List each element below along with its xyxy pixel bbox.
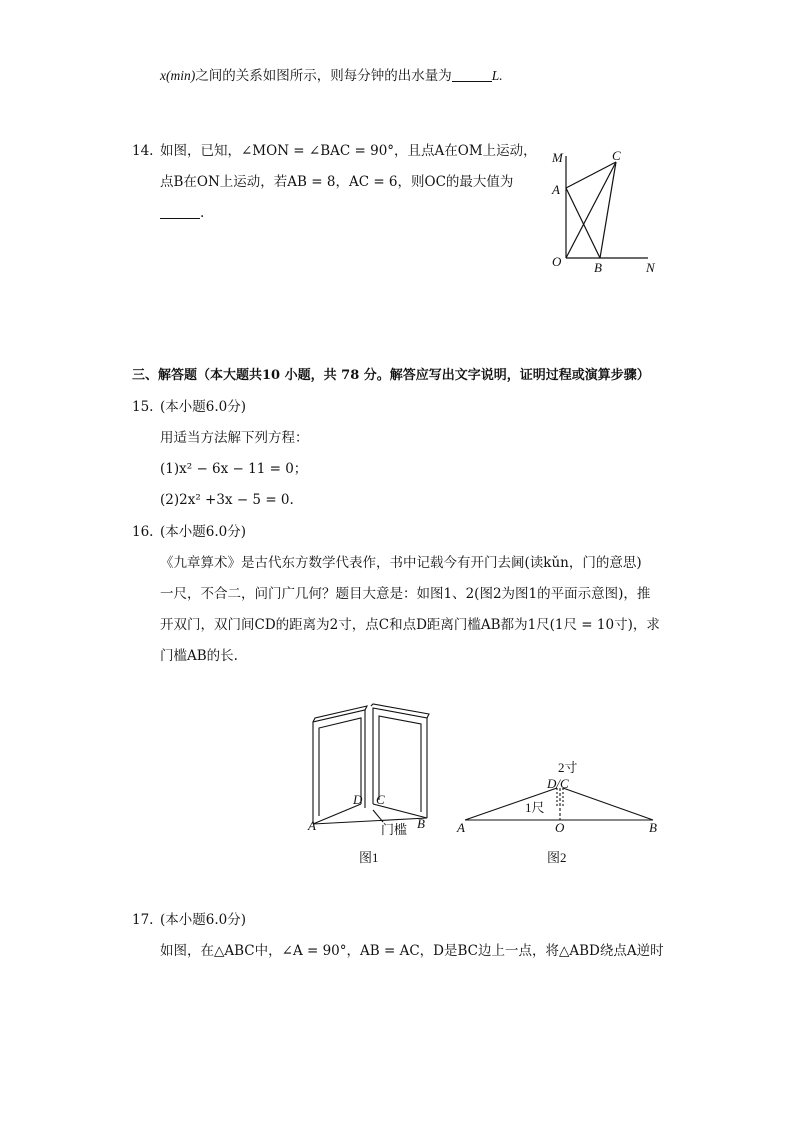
q15-prompt: 用适当方法解下列方程： <box>160 430 309 446</box>
label-o: O <box>552 254 562 269</box>
q14-line1: 如图，已知，∠MON = ∠BAC = 90°，且点A在OM上运动， <box>160 143 537 159</box>
q14-answer-blank <box>160 204 200 219</box>
q16-score: (本小题6.0分) <box>160 524 247 540</box>
section3-heading: 三、解答题（本大题共10 小题，共 78 分。解答应写出文字说明，证明过程或演算步骤） <box>132 368 650 383</box>
fig1-label-d: D <box>353 792 363 807</box>
fig2-1chi: 1尺 <box>525 800 545 815</box>
fig2-2cun: 2寸 <box>558 760 578 775</box>
q17-number: 17. <box>132 912 154 928</box>
q16-line3: 开双门，双门间CD的距离为2寸，点C和点D距离门槛AB都为1尺(1尺 = 10寸)，求 <box>160 617 660 633</box>
fig1-label-b: B <box>417 816 425 831</box>
fig2-caption: 图2 <box>547 850 567 865</box>
fig1-label-c: C <box>376 792 385 807</box>
label-m: M <box>552 150 563 165</box>
fig1-threshold-label: 门槛 <box>381 822 408 837</box>
segment-ac <box>566 162 616 188</box>
segment-bc <box>563 788 653 820</box>
q17-score: (本小题6.0分) <box>160 912 247 928</box>
q16-figure2 <box>455 758 665 874</box>
label-a: A <box>552 182 560 197</box>
q15-eq1: (1)x² − 6x − 11 = 0； <box>160 461 308 477</box>
q14-line2: 点B在ON上运动，若AB = 8，AC = 6，则OC的最大值为 <box>160 174 514 190</box>
q15-score: (本小题6.0分) <box>160 399 247 415</box>
q16-line4: 门槛AB的长. <box>160 648 238 664</box>
right-door-inner <box>379 716 421 812</box>
q16-number: 16. <box>132 524 154 540</box>
label-n: N <box>646 260 655 275</box>
fig1-label-a: A <box>308 818 316 833</box>
fig2-label-o: O <box>555 820 565 835</box>
q14-number: 14. <box>132 143 154 159</box>
label-c: C <box>612 148 621 163</box>
q14-period: . <box>200 205 205 221</box>
fig2-label-b: B <box>649 820 657 835</box>
q13-text: 之间的关系如图所示，则每分钟的出水量为 <box>195 68 452 84</box>
q16-figure1 <box>305 704 440 874</box>
fig1-caption: 图1 <box>359 850 379 865</box>
q14-line3 <box>160 203 204 223</box>
q13-answer-blank <box>452 67 492 82</box>
fig2-label-a: A <box>457 820 465 835</box>
q13-unit: L. <box>491 68 503 83</box>
q15-number: 15. <box>132 399 154 415</box>
q16-line2: 一尺，不合二，问门广几何？题目大意是：如图1、2(图2为图1的平面示意图)，推 <box>160 586 651 602</box>
q13-tail-line <box>160 66 503 86</box>
q14-figure <box>548 146 663 276</box>
fig2-label-dc: D/C <box>547 776 569 791</box>
threshold-line <box>313 818 427 824</box>
left-door-bottom <box>313 804 361 824</box>
q13-variable: x(min) <box>160 68 196 83</box>
q17-line1: 如图，在△ABC中，∠A = 90°，AB = AC，D是BC边上一点，将△ABD绕点A逆时 <box>160 943 664 959</box>
q16-line1: 《九章算术》是古代东方数学代表作，书中记载今有开门去阃(读kǔn，门的意思) <box>160 555 642 571</box>
q15-eq2: (2)2x² +3x − 5 = 0. <box>160 492 294 508</box>
label-b: B <box>594 260 602 275</box>
